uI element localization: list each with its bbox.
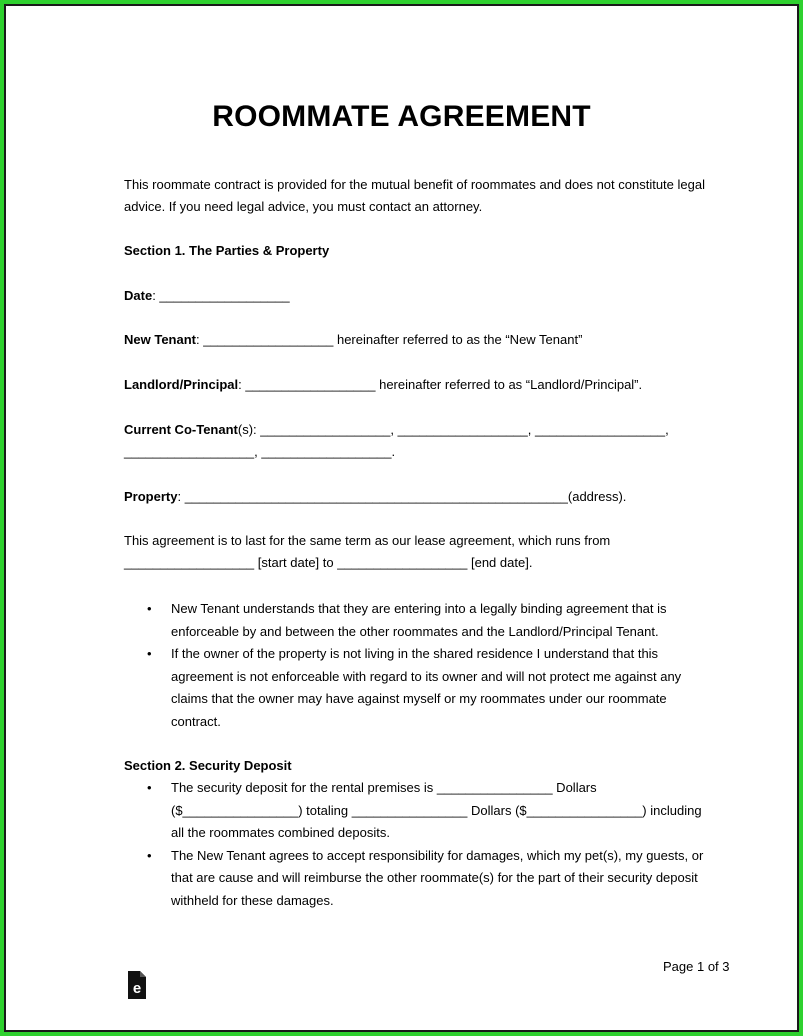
section-2-heading: Section 2. Security Deposit bbox=[124, 758, 292, 773]
co-tenant-label: Current Co-Tenant bbox=[124, 422, 238, 437]
term-paragraph bbox=[124, 530, 714, 574]
document-page bbox=[8, 8, 795, 1028]
co-tenant-blanks: (s): __________________, __________________, __________________, bbox=[237, 422, 669, 437]
section-1-bullets bbox=[124, 598, 704, 733]
section-1-heading: Section 1. The Parties & Property bbox=[124, 243, 330, 258]
co-tenant-line-2: __________________, __________________. bbox=[124, 444, 396, 459]
date-blank: : __________________ bbox=[152, 288, 290, 303]
co-tenant-line-1 bbox=[124, 419, 724, 441]
landlord-blank: : __________________ hereinafter referred to as “Landlord/Principal”. bbox=[238, 377, 643, 392]
section-2-bullets bbox=[124, 777, 704, 912]
new-tenant-blank: : __________________ hereinafter referred to as the “New Tenant” bbox=[196, 332, 583, 347]
date-label: Date bbox=[124, 288, 153, 303]
document-e-logo-icon bbox=[126, 970, 148, 1000]
intro-paragraph: This roommate contract is provided for the mutual benefit of roommates and does not constitute legal advice. If you need legal advice, you must contact an attorney. bbox=[124, 177, 705, 214]
property-line bbox=[124, 486, 724, 508]
property-blank: : _____________________________________________________(address). bbox=[177, 489, 627, 504]
date-line bbox=[124, 285, 714, 307]
property-label: Property bbox=[124, 489, 178, 504]
svg-text:e: e bbox=[132, 980, 142, 997]
term-line-2: __________________ [start date] to __________________ [end date]. bbox=[124, 555, 533, 570]
document-title: ROOMMATE AGREEMENT bbox=[212, 100, 591, 133]
term-line-1: This agreement is to last for the same term as our lease agreement, which runs from bbox=[124, 533, 611, 548]
list-item: • If the owner of the property is not living in the shared residence I understand that this agreement is not enforceable with regard to its owner and will not protect me against any claims that the owner may have against myself or my roommates under our roommate contract. bbox=[124, 643, 704, 733]
list-item: • New Tenant understands that they are entering into a legally binding agreement that is enforceable by and between the other roommates and the Landlord/Principal Tenant. bbox=[124, 598, 704, 643]
landlord-label: Landlord/Principal bbox=[124, 377, 239, 392]
list-item: • The security deposit for the rental premises is ________________ Dollars ($________________) totaling ________________ Dollars ($________________) including all the roommates combined deposits. bbox=[124, 777, 704, 845]
page-number: Page 1 of 3 bbox=[663, 959, 730, 974]
new-tenant-line bbox=[124, 329, 714, 351]
new-tenant-label: New Tenant bbox=[124, 332, 196, 347]
document-frame bbox=[4, 4, 799, 1032]
landlord-line bbox=[124, 374, 714, 396]
co-tenant-block bbox=[124, 419, 724, 463]
list-item: • The New Tenant agrees to accept responsibility for damages, which my pet(s), my guests, or that are cause and will reimburse the other roommate(s) for the part of their security deposit withheld for these damages. bbox=[124, 845, 704, 913]
